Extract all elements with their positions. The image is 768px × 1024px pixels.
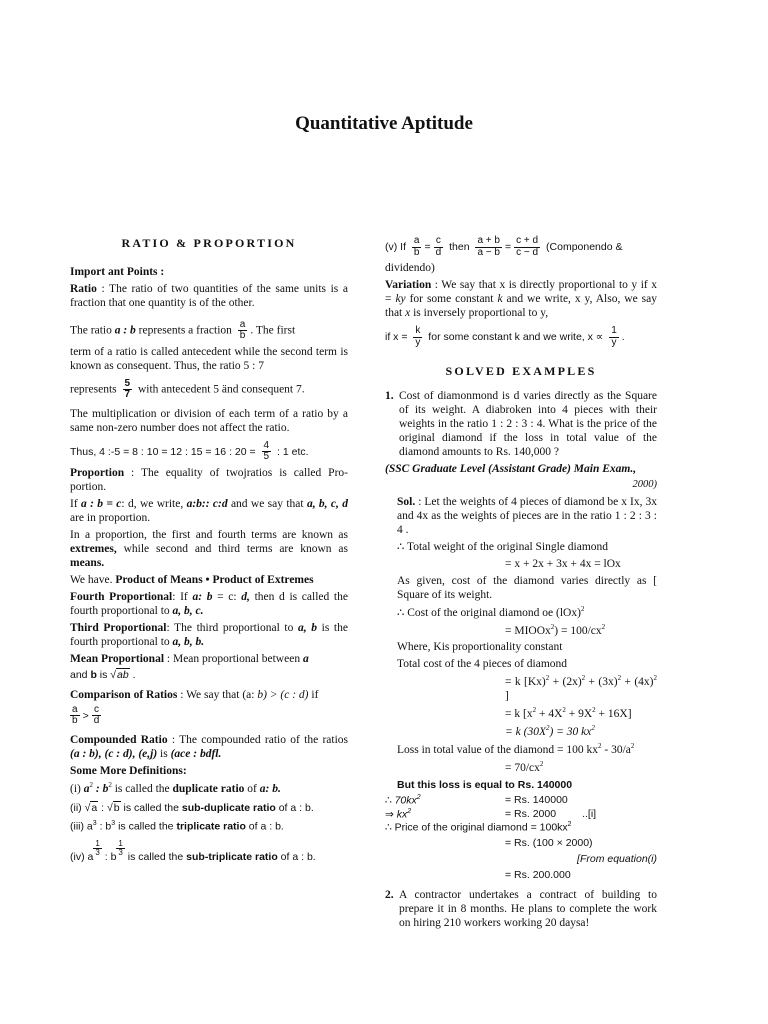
exponent-one-third <box>116 840 124 858</box>
text: Product of Means • Product of Extremes <box>115 573 314 586</box>
text: + (2x) <box>549 676 582 689</box>
question-text: A contractor undertakes a contract of building to prepare it in 8 months. He plans to complete the work on hiring 210 workers working 20 daysa! <box>399 888 657 929</box>
text: = MIOOx <box>505 624 551 637</box>
text: sub-triplicate ratio <box>186 850 278 863</box>
q1-source: (SSC Graduate Level (Assistant Grade) Main Exam., <box>385 462 637 475</box>
text: + 4X <box>536 708 563 721</box>
denominator: 7 <box>124 389 131 401</box>
text: : <box>98 801 107 814</box>
text: Where, Kis proportionality constant <box>397 641 563 654</box>
fraction <box>412 236 422 258</box>
exponent-one-third <box>93 840 101 858</box>
text: = k [Kx) <box>505 676 546 689</box>
thus-equation <box>70 441 348 463</box>
text: But this loss is equal to Rs. 140000 <box>397 778 573 791</box>
text: while second and third terms are known as <box>116 542 348 555</box>
text: ∴ Price of the original diamond = 100kx <box>385 821 568 834</box>
text: Mean Proportional <box>70 652 165 665</box>
text: (v) If <box>385 240 409 253</box>
page-title: Quantitative Aptitude <box>295 113 473 134</box>
text: a: b. <box>259 782 281 795</box>
comparison-of-ratios <box>70 688 348 702</box>
text: Fourth Proportional <box>70 590 173 603</box>
text: and we write, x y, Also, we say that <box>385 293 657 320</box>
ratio-definition <box>70 282 348 310</box>
text: . The first <box>250 324 296 337</box>
multiplication-text: The multiplication or division of each term of a ratio by a same non-zero number does not affect the ratio. <box>70 407 348 434</box>
fourth-proportional <box>70 590 348 618</box>
text: for some constant <box>405 293 498 306</box>
text: and we say that <box>227 497 307 510</box>
text: = x + 2x + 3x + 4x = lOx <box>505 557 621 570</box>
text: In a proportion, the first and fourth terms are known as <box>70 528 348 541</box>
text: . <box>621 330 625 343</box>
more-definitions: Some More Definitions: <box>70 764 187 777</box>
text: sub-duplicate ratio <box>181 801 276 814</box>
numerator: a <box>72 703 78 715</box>
text: 2 <box>416 794 421 802</box>
text: Third Proportional <box>70 621 167 634</box>
question-2 <box>385 888 657 933</box>
text: a, b, c, d <box>306 497 348 510</box>
text: a <box>91 801 98 814</box>
text: [From equation(i) <box>577 853 657 866</box>
proportion-definition <box>70 466 348 494</box>
right-column <box>385 236 657 933</box>
text: a <box>87 850 94 863</box>
denominator: c − d <box>516 246 539 258</box>
text: a, b, c. <box>172 604 204 617</box>
text: = Rs. 200.000 <box>505 868 571 881</box>
q1-year: 2000) <box>632 478 657 490</box>
text: Thus, 4 :-5 = 8 : 10 = 12 : 15 = 16 : 20 = <box>70 445 259 458</box>
text: : b <box>96 820 112 833</box>
text: is called the <box>115 820 177 833</box>
numerator: 1 <box>118 838 123 848</box>
fraction-5-7 <box>123 379 133 401</box>
text: k <box>497 293 503 306</box>
text: ky <box>395 293 406 306</box>
text: a, b <box>297 621 317 634</box>
mean-proportional-2: and b is √ab . <box>70 668 136 681</box>
step-row <box>385 794 657 807</box>
text: (ii) <box>70 801 85 814</box>
ratio-fraction-line <box>70 320 348 342</box>
text: b <box>90 668 97 681</box>
proportion-term: Proportion <box>70 466 125 479</box>
text: = Rs. 2000 <box>505 807 557 820</box>
text: (a : b), (c : d), (e,j) <box>70 747 158 760</box>
text: a <box>83 782 90 795</box>
componendo-dividendo <box>385 236 657 258</box>
text: with antecedent 5 änd consequent 7. <box>135 383 305 396</box>
text: b <box>113 801 120 814</box>
text: triplicate ratio <box>176 820 246 833</box>
text: + 9X <box>565 708 593 721</box>
text: We have. <box>70 573 116 586</box>
text: - 30/a <box>601 743 631 756</box>
numerator: c <box>434 236 444 248</box>
text: is called the <box>111 782 173 795</box>
text: : The equality of twojratios is called Pro-portion. <box>70 466 348 493</box>
text: 3 <box>111 820 116 828</box>
text: : b <box>92 782 109 795</box>
section-heading-solved: SOLVED EXAMPLES <box>445 364 597 379</box>
text: = k (30X <box>505 725 546 738</box>
fraction-c-d-cmp <box>92 705 102 727</box>
text: : Let the weights of 4 pieces of diamond be x Ix, 3x and 4x as the weights of pieces are in the ratio 1 : 2 : 3 : 4 . <box>397 495 657 536</box>
text: If <box>70 497 82 510</box>
text: = <box>424 240 431 253</box>
question-text: Cost of diamonmond is d varies directly as the Square of its weight. A diabroken into 4 pieces with their weights in the ratio 1 : 2 : 3 : 4. What is the price of the original diamond if the loss in total value of the diamond amounts to Rs. 140,000 ? <box>399 389 657 458</box>
numerator: c + d <box>516 235 539 246</box>
text: : <box>101 850 111 863</box>
text: represents <box>70 383 120 396</box>
text: x ∝ <box>587 330 607 343</box>
text: b <box>110 850 117 863</box>
question-1 <box>385 389 657 462</box>
fraction <box>514 236 540 258</box>
inverse-proportion <box>385 326 657 348</box>
text: is inversely proportional to y, <box>410 307 549 320</box>
text: 3 <box>92 820 97 828</box>
important-points-label: Import ant Points : <box>70 265 165 278</box>
text: a:b:: c:d <box>186 497 228 510</box>
text: then d is called the fourth proportional to <box>70 590 348 617</box>
section-heading-ratio: RATIO & PROPORTION <box>121 236 297 250</box>
text: : 1 etc. <box>274 445 309 458</box>
text: (iv) <box>70 850 88 863</box>
text: of <box>244 782 260 795</box>
definition-iii <box>70 820 348 833</box>
text: = 70/cx <box>505 761 540 774</box>
comparison-fraction <box>70 705 348 727</box>
text: Comparison of Ratios <box>70 688 178 701</box>
text: 2 <box>407 807 412 815</box>
text: of a : b. <box>275 801 314 814</box>
text: extremes, <box>70 542 117 555</box>
definition-iv <box>70 840 348 864</box>
text: = c: <box>212 590 242 603</box>
denominator: b <box>413 246 420 258</box>
fraction <box>475 236 502 258</box>
text: and <box>70 668 91 681</box>
numerator: 4 <box>263 439 270 451</box>
numerator: 5 <box>124 377 131 389</box>
fraction-a-b-cmp <box>70 705 80 727</box>
text: means. <box>70 556 105 569</box>
text: a, b, b. <box>172 635 205 648</box>
text: : We say that x is directly proportional to y if x = <box>385 279 657 306</box>
text: then <box>446 240 473 253</box>
left-column <box>70 236 348 866</box>
ratio-def-text: : The ratio of two quantities of the same units is a fraction that one quantity is of the other. <box>70 282 348 309</box>
question-number: 1. <box>385 389 394 402</box>
represents-line <box>70 379 348 401</box>
text: = Rs. (100 × 2000) <box>505 837 593 850</box>
denominator: 3 <box>95 848 100 858</box>
text: = k [x <box>505 708 533 721</box>
extremes-means <box>70 528 348 570</box>
text: b) > (c : d) <box>257 688 309 701</box>
numerator: c <box>92 705 102 717</box>
text: a : b <box>114 324 136 337</box>
text: : We say that (a: <box>177 688 258 701</box>
text: if <box>308 688 319 701</box>
text: + 16X] <box>595 708 632 721</box>
text: (iii) a <box>70 820 93 833</box>
text: is the fourth proportional to <box>70 621 348 648</box>
greater-than: > <box>82 709 89 722</box>
denominator: a − b <box>477 246 500 258</box>
text: + (3x) <box>585 676 618 689</box>
compounded-ratio <box>70 733 348 761</box>
text: is called the <box>124 850 187 863</box>
text: represents a fraction <box>135 324 235 337</box>
sqrt-ab: ab <box>117 668 129 681</box>
question-number: 2. <box>385 888 394 901</box>
text: ..[i] <box>582 807 597 820</box>
text: : If <box>172 590 193 603</box>
text: ∴ Cost of the original diamond oe (lOx) <box>397 606 581 619</box>
text: ] <box>505 690 509 703</box>
solution: Sol. : Let the weights of 4 pieces of diamond be x Ix, 3x and 4x as the weights of pieces are in the ratio 1 : 2 : 3 : 4 . ∴ Total weight of the original Single diamond = x + 2x + 3x + 4x = lOx As given, cost of the diamond varies directly as [ Square of its weight. ∴ Cost of the original diamond oe (lOx)$^2$ = MIOOx$^2$) = $100/cx^2$ Where, Kis proportionality constant Total cost of the 4 pieces of diamond = k $[Kx)^2 + (2x)^2 + (3x)^2 + (4x)^2$ ] = k $[x^2 + 4X^2 + 9X^2 + 16X]$ = k $(30X^2) = 30$ $kx^2$ Loss in total value of the diamond = 100 $kx^2 - 30/a^2$ = $70/cx^2$ <box>397 495 657 774</box>
text: (i) <box>70 782 84 795</box>
text: Total cost of the 4 pieces of diamond <box>397 658 568 671</box>
ratio-term: Ratio <box>70 282 97 295</box>
denominator: y <box>611 336 617 348</box>
mean-proportional <box>70 652 348 666</box>
text: Compounded Ratio <box>70 733 168 746</box>
fraction <box>609 326 619 348</box>
text: Loss in total value of the diamond = 100 kx <box>397 743 598 756</box>
text: for some constant k and we write, <box>425 330 588 343</box>
numerator: a <box>413 235 420 246</box>
definition-ii: (ii) √a : √b is called the sub-duplicate ratio of a : b. <box>70 801 314 814</box>
text: is <box>96 668 111 681</box>
text: x <box>405 307 411 320</box>
text: a : b = c <box>81 497 122 510</box>
denominator: 3 <box>118 848 123 858</box>
text: if x = <box>385 330 411 343</box>
text: is <box>157 747 171 760</box>
text: are in proportion. <box>70 511 151 524</box>
text: : Mean proportional between <box>164 652 303 665</box>
denominator: y <box>415 336 421 348</box>
proportion-if <box>70 497 348 525</box>
text: a <box>302 652 309 665</box>
text: d, <box>241 590 250 603</box>
denominator: d <box>93 715 100 727</box>
numerator: k <box>415 325 421 337</box>
text: of a : b. <box>277 850 316 863</box>
denominator: b <box>239 330 246 342</box>
text: a: b <box>192 590 213 603</box>
fraction-4-5 <box>262 441 272 463</box>
numerator: a + b <box>477 235 500 246</box>
third-proportional <box>70 621 348 649</box>
text: is called the <box>120 801 182 814</box>
text: duplicate ratio <box>172 782 245 795</box>
text: Variation <box>385 279 432 292</box>
text: As given, cost of the diamond varies directly as [ Square of its weight. <box>397 574 657 601</box>
text: + (4x) <box>621 676 654 689</box>
numerator: 1 <box>95 838 100 848</box>
dividendo: dividendo) <box>385 262 435 274</box>
text: of a : b. <box>245 820 284 833</box>
text: . <box>129 668 136 681</box>
text: = <box>505 240 512 253</box>
text: 2 <box>567 821 572 829</box>
we-have <box>70 573 348 587</box>
solution-steps <box>385 779 657 882</box>
text: = Rs. 140000 <box>505 794 568 807</box>
text: ∴ 70kx <box>385 794 417 807</box>
text: ∴ Total weight of the original Single diamond <box>397 540 609 553</box>
variation-definition <box>385 278 657 320</box>
text: ) = 30 kx <box>549 725 592 738</box>
text: (ace : bdfl. <box>170 747 222 760</box>
text: : The third proportional to <box>166 621 298 634</box>
definition-i: (i) $a^2$ : $b^2$ is called the duplicate ratio of a: b. <box>70 780 281 795</box>
step-row <box>385 808 657 821</box>
fraction <box>413 326 422 348</box>
text: ) = 100/cx <box>554 624 602 637</box>
text: : The compounded ratio of the ratios <box>167 733 348 746</box>
numerator: a <box>239 318 246 330</box>
fraction <box>434 236 444 258</box>
numerator: 1 <box>611 325 617 337</box>
antecedent-text: term of a ratio is called antecedent while the second term is known as consequent. Thus, the ratio 5 : 7 <box>70 345 348 372</box>
denominator: b <box>72 715 78 727</box>
text: (Componendo & <box>543 240 623 253</box>
denominator: d <box>435 246 442 258</box>
text: : d, we write, <box>121 497 187 510</box>
denominator: 5 <box>263 451 270 463</box>
text: ⇒ kx <box>385 808 408 821</box>
text: The ratio <box>70 324 115 337</box>
solution-label: Sol. <box>397 495 416 508</box>
fraction-a-b <box>238 320 248 342</box>
